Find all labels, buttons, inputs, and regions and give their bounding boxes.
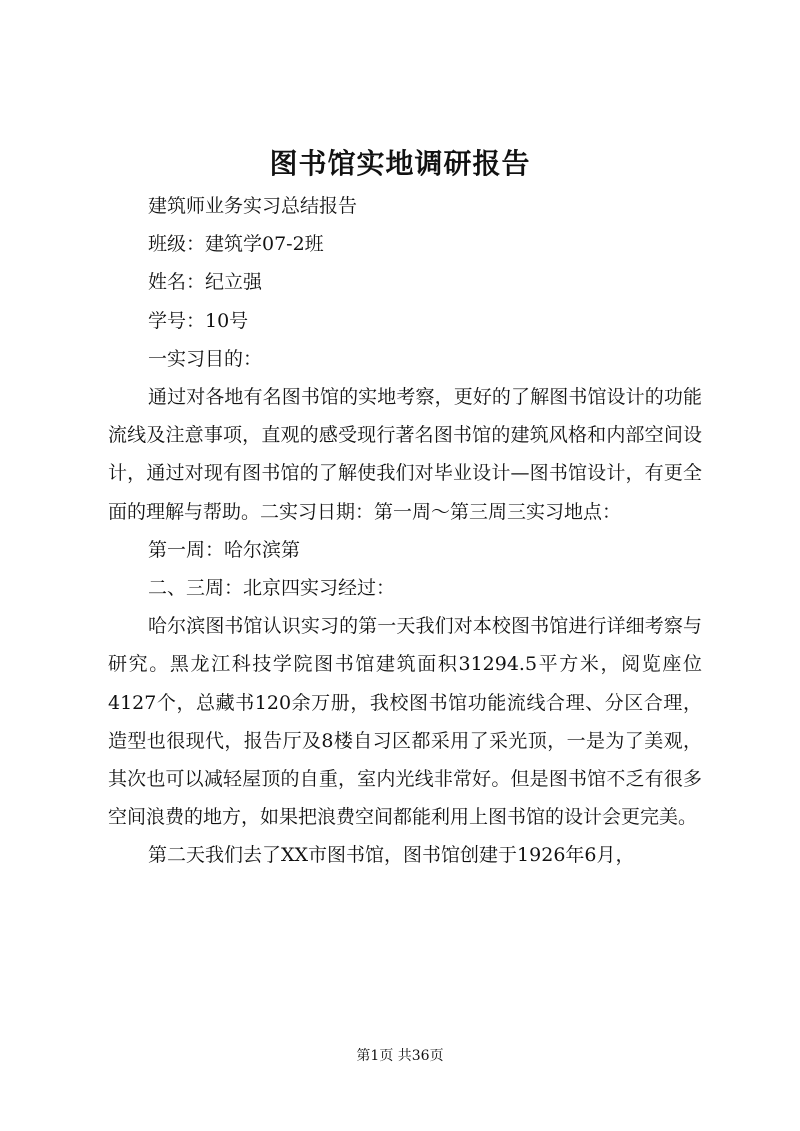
document-body (108, 187, 702, 875)
page-footer: 第1页 共36页 (356, 1048, 444, 1064)
document-title: 图书馆实地调研报告 (269, 147, 531, 180)
paragraph-day-two: 第二天我们去了XX市图书馆，图书馆创建于1926年6月， (148, 844, 635, 867)
paragraph-report-subtitle: 建筑师业务实习总结报告 (148, 195, 358, 217)
paragraph-name: 姓名：纪立强 (148, 271, 263, 294)
paragraph-harbin-library: 哈尔滨图书馆认识实习的第一天我们对本校图书馆进行详细考察与研究。黑龙江科技学院图书馆建筑面积31294.5平方米，阅览座位4127个，总藏书120余万册，我校图书馆功能流线合理、分区合理，造型也很现代，报告厅及8楼自习区都采用了采光顶，一是为了美观，其次也可以减轻屋顶的自重，室内光线非常好。但是图书馆不乏有很多空间浪费的地方，如果把浪费空间都能利用上图书馆的设计会更完美。 (108, 615, 702, 829)
paragraph-section-purpose: 一实习目的： (148, 347, 263, 370)
paragraph-class: 班级：建筑学07-2班 (148, 233, 324, 256)
paragraph-purpose-body: 通过对各地有名图书馆的实地考察，更好的了解图书馆设计的功能流线及注意事项，直观的感受现行著名图书馆的建筑风格和内部空间设计，通过对现有图书馆的了解使我们对毕业设计—图书馆设计，有更全面的理解与帮助。二实习日期：第一周～第三周三实习地点： (108, 386, 702, 523)
paragraph-weeks-two-three: 二、三周：北京四实习经过： (148, 577, 396, 600)
paragraph-week-one: 第一周：哈尔滨第 (148, 538, 301, 561)
paragraph-student-id: 学号：10号 (148, 309, 249, 332)
